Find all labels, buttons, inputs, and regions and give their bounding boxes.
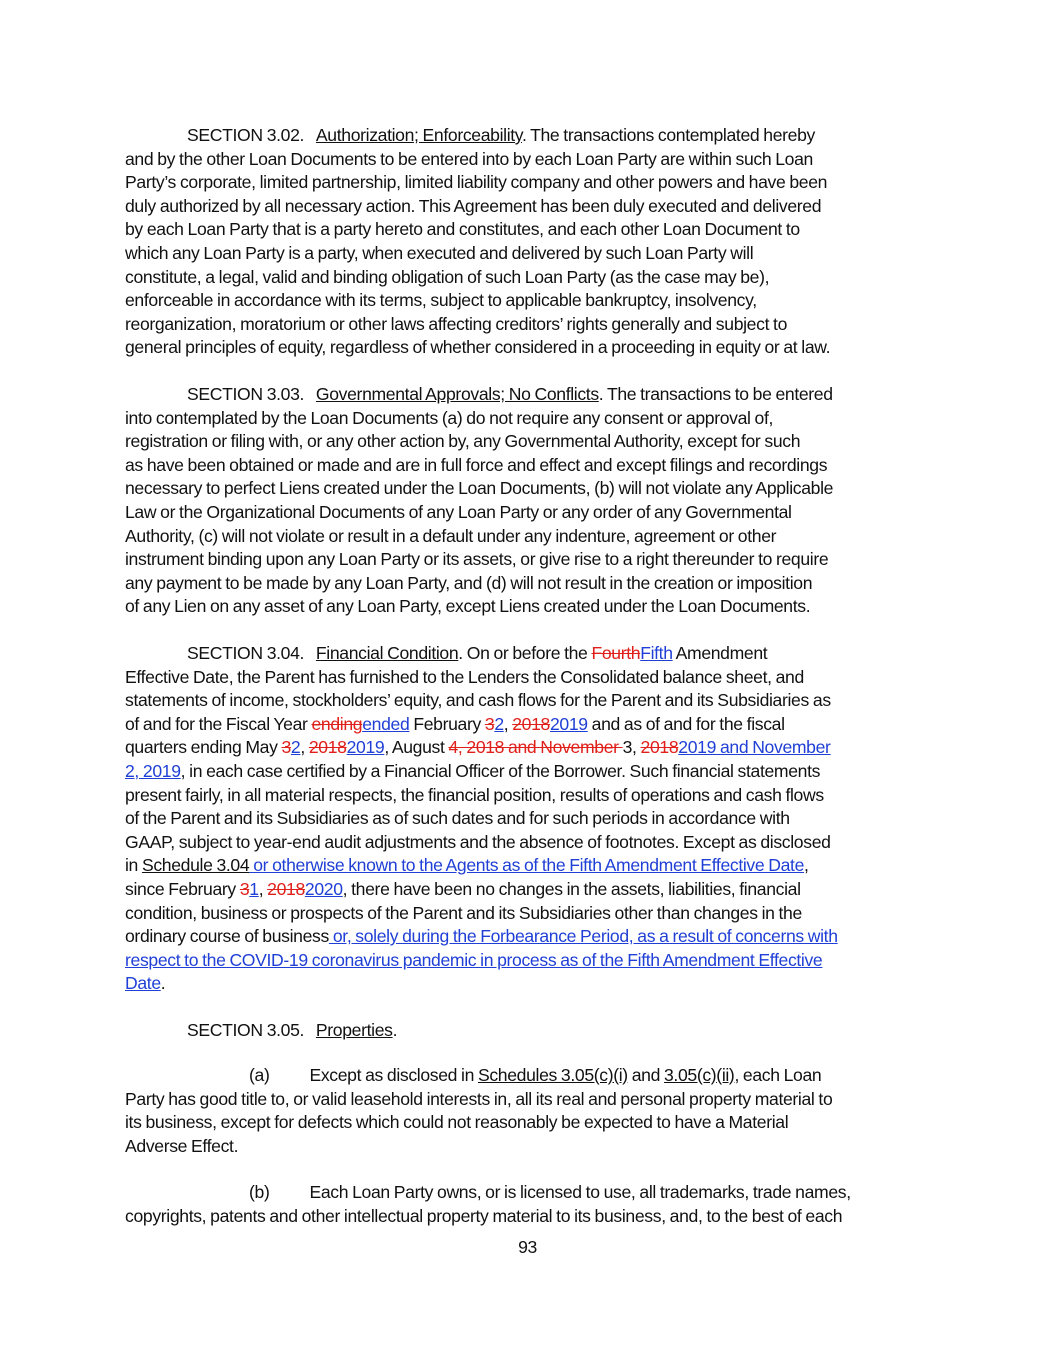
text-line: of and for the Fiscal Year endingended February 32, 20182019 and as of and for the fiscal (125, 713, 785, 734)
text-line: general principles of equity, regardless of whether considered in a proceeding in equity or at law. (125, 337, 831, 358)
schedule-reference: Schedule 3.04 (141, 855, 250, 876)
section-number: SECTION 3.05. (187, 1020, 305, 1040)
clause-a-line-1: (a) Except as disclosed in Schedules 3.05(c)(i) and 3.05(c)(ii), each Loan (249, 1065, 822, 1085)
section-title: Properties (315, 1020, 393, 1040)
deleted-text: 4, 2018 and November (448, 737, 623, 758)
section-title: Governmental Approvals; No Conflicts (315, 384, 599, 404)
text-line (125, 949, 937, 973)
deleted-text: 2018 (640, 737, 679, 758)
text-line: Law or the Organizational Documents of any Loan Party or any order of any Governmental (125, 501, 792, 522)
section-title: Financial Condition (315, 643, 459, 663)
schedule-reference: 3.05(c)(ii) (664, 1065, 735, 1085)
section-3-02-line-1: SECTION 3.02. Authorization; Enforceability. The transactions contemplated hereby (187, 125, 815, 145)
text-line: instrument binding upon any Loan Party or its assets, or give rise to a right thereunder to require (125, 549, 829, 570)
text-line: Effective Date, the Parent has furnished to the Lenders the Consolidated balance sheet, and (125, 666, 804, 687)
text-line: copyrights, patents and other intellectual property material to its business, and, to the best of each (125, 1205, 843, 1226)
text-line: ordinary course of business or, solely during the Forbearance Period, as a result of concerns with (125, 926, 838, 947)
inserted-text: ended (362, 713, 410, 734)
inserted-text: Date (125, 973, 161, 994)
inserted-text: 2, 2019 (125, 760, 181, 781)
section-title: Authorization; Enforceability (315, 125, 522, 145)
section-3-05-heading: SECTION 3.05. Properties. (187, 1020, 398, 1040)
text-line: as have been obtained or made and are in full force and effect and except filings and recordings (125, 454, 828, 475)
section-3-02 (125, 124, 937, 360)
schedule-reference: Schedules 3.05(c)(i) (477, 1065, 628, 1085)
deleted-text: Fourth (591, 643, 641, 663)
text-line: of the Parent and its Subsidiaries as of such dates and for such periods in accordance with (125, 808, 790, 829)
text-line: registration or filing with, or any other action by, any Governmental Authority, except for such (125, 431, 801, 452)
text-line: Party’s corporate, limited partnership, limited liability company and other powers and have been (125, 172, 828, 193)
text-line: GAAP, subject to year-end audit adjustments and the absence of footnotes. Except as disclosed (125, 831, 831, 852)
inserted-text: 2 (290, 737, 301, 758)
text-line: condition, business or prospects of the Parent and its Subsidiaries other than changes in the (125, 902, 802, 923)
text-line: necessary to perfect Liens created under the Loan Documents, (b) will not violate any Applicable (125, 478, 834, 499)
clause-label: (b) (249, 1182, 270, 1202)
section-3-05-a (125, 1064, 937, 1158)
section-3-05-b (125, 1181, 937, 1228)
inserted-text: or otherwise known to the Agents as of the Fifth Amendment Effective Date (249, 855, 805, 876)
section-3-03 (125, 383, 937, 619)
text-line: present fairly, in all material respects, the financial position, results of operations and cash flows (125, 784, 824, 805)
text-line: statements of income, stockholders’ equity, and cash flows for the Parent and its Subsidiaries as (125, 690, 831, 711)
text-line: reorganization, moratorium or other laws affecting creditors’ rights generally and subject to (125, 313, 788, 334)
section-number: SECTION 3.03. (187, 384, 305, 404)
section-3-05 (125, 1019, 937, 1043)
text-line: Date. (125, 973, 166, 994)
text-line: Authority, (c) will not violate or result in a default under any indenture, agreement or other (125, 525, 777, 546)
text-line: duly authorized by all necessary action. This Agreement has been duly executed and delivered (125, 195, 822, 216)
section-3-04 (125, 642, 937, 996)
section-number: SECTION 3.02. (187, 125, 305, 145)
inserted-text: 2019 (549, 713, 588, 734)
deleted-text: 3 (281, 737, 291, 758)
inserted-text: or, solely during the Forbearance Period, as a result of concerns with (328, 926, 838, 947)
deleted-text: 2018 (267, 878, 305, 899)
section-3-04-line-1: SECTION 3.04. Financial Condition. On or before the FourthFifth Amendment (187, 643, 768, 663)
text-line: any payment to be made by any Loan Party, and (d) will not result in the creation or imposition (125, 572, 813, 593)
text-line: Adverse Effect. (125, 1135, 239, 1156)
inserted-text: Fifth (640, 643, 673, 663)
text-line: Party has good title to, or valid leasehold interests in, all its real and personal property material to (125, 1088, 833, 1109)
text-line: constitute, a legal, valid and binding obligation of such Loan Party (as the case may be), (125, 266, 770, 287)
text-line: by each Loan Party that is a party hereto and constitutes, and each other Loan Document to (125, 219, 800, 240)
deleted-text: 2018 (308, 737, 347, 758)
inserted-text: 2 (494, 713, 504, 734)
deleted-text: ending (311, 713, 363, 734)
text-line: of any Lien on any asset of any Loan Party, except Liens created under the Loan Documents. (125, 596, 811, 617)
text-line: and by the other Loan Documents to be entered into by each Loan Party are within such Loan (125, 148, 813, 169)
inserted-text: respect to the COVID-19 coronavirus pandemic in process as of the Fifth Amendment Effective (125, 949, 823, 970)
text-line: its business, except for defects which could not reasonably be expected to have a Material (125, 1112, 789, 1133)
section-3-03-line-1: SECTION 3.03. Governmental Approvals; No Conflicts. The transactions to be entered (187, 384, 833, 404)
inserted-text: 2020 (304, 878, 343, 899)
clause-label: (a) (249, 1065, 270, 1085)
deleted-text: 2018 (512, 713, 550, 734)
text-line: into contemplated by the Loan Documents (a) do not require any consent or approval of, (125, 407, 774, 428)
inserted-text: 2019 (346, 737, 385, 758)
deleted-text: 3 (239, 878, 250, 899)
text-line: quarters ending May 32, 20182019, August 4, 2018 and November 3, 20182019 and November (125, 737, 831, 758)
text-line: 2, 2019, in each case certified by a Financial Officer of the Borrower. Such financial statements (125, 760, 821, 781)
text-line: since February 31, 20182020, there have been no changes in the assets, liabilities, financial (125, 878, 801, 899)
clause-b-line-1: (b) Each Loan Party owns, or is licensed to use, all trademarks, trade names, (249, 1182, 851, 1202)
inserted-text: 1 (249, 878, 259, 899)
deleted-text: 3 (484, 713, 495, 734)
page-number: 93 (518, 1237, 537, 1257)
section-number: SECTION 3.04. (187, 643, 305, 663)
inserted-text: 2019 and November (678, 737, 831, 758)
text-line: enforceable in accordance with its terms, subject to applicable bankruptcy, insolvency, (125, 290, 757, 311)
text-line: in Schedule 3.04 or otherwise known to the Agents as of the Fifth Amendment Effective Date, (125, 855, 809, 876)
text-line: which any Loan Party is a party, when executed and delivered by such Loan Party will (125, 242, 754, 263)
